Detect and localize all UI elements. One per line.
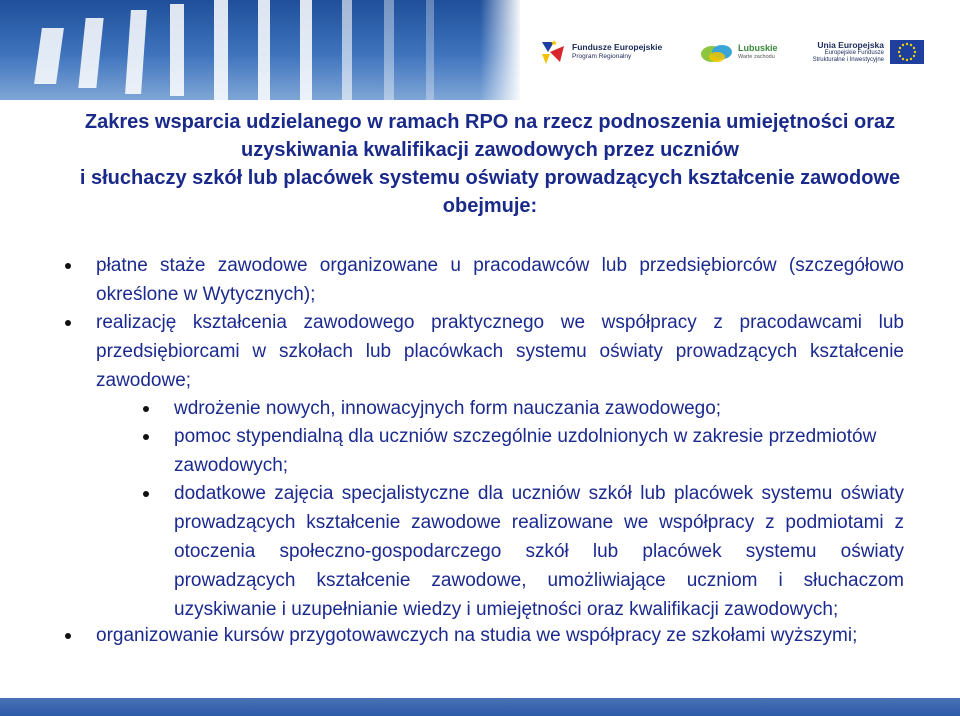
list-item [96,308,904,395]
heading-line: Zakres wsparcia udzielanego w ramach RPO na rzecz podnoszenia umiejętności oraz [84,111,896,133]
fe-star-icon [540,38,566,66]
bullet-icon [143,491,149,497]
flag-stripe [342,0,352,100]
slide-heading [70,108,910,220]
lubuskie-subtitle: Warte zachodu [738,54,775,60]
flag-stripe [258,0,270,100]
bullet-icon [65,320,71,326]
bullet-icon [65,263,71,269]
list-item-line: określone w Wytycznych); [96,284,316,305]
list-item-line: przedsiębiorcami w szkołach lub placówkach systemu oświaty prowadzących kształcenie [96,341,904,362]
lubuskie-mark-icon [700,42,734,64]
heading-line: uzyskiwania kwalifikacji zawodowych przez uczniów [241,139,739,161]
list-item-line: organizowanie kursów przygotowawczych na studia we współpracy ze szkołami wyższymi; [96,625,858,646]
list-item-line: otoczenia społeczno-gospodarczego szkół lub placówek systemu oświaty [174,541,904,562]
list-item [174,479,904,624]
list-item-line: zawodowe; [96,370,192,391]
list-item [96,251,904,309]
list-item-line: dodatkowe zajęcia specjalistyczne dla uczniów szkół lub placówek systemu oświaty [174,483,904,504]
unia-europejska-logo [812,40,924,64]
list-item [174,422,904,480]
bullet-icon [143,434,149,440]
list-item-line: zawodowych; [174,455,289,476]
list-item-line: uzyskiwanie i uzupełnianie wiedzy i umiejętności oraz kwalifikacji zawodowych; [174,599,839,620]
lubuskie-title: Lubuskie [738,43,778,53]
flag-stripe [78,18,103,88]
flag-stripe [426,0,434,100]
list-item-line: prowadzących kształcenie zawodowe realizowane we współpracy z podmiotami z [174,512,904,533]
bullet-icon [143,406,149,412]
flag-stripe [125,10,147,94]
lubuskie-logo [700,42,778,64]
footer-band [0,698,960,716]
fe-title: Fundusze Europejskie [572,42,663,52]
eu-flag-icon [890,40,924,64]
list-item [174,394,904,423]
heading-line: i słuchaczy szkół lub placówek systemu oświaty prowadzących kształcenie zawodowe [79,167,901,189]
fe-subtitle: Program Regionalny [572,53,632,60]
flag-stripe [170,4,184,96]
list-item-line: wdrożenie nowych, innowacyjnych form nauczania zawodowego; [174,398,722,419]
list-item-line: prowadzących kształcenie zawodowe, umożliwiające uczniom i słuchaczom [174,570,904,591]
list-item [96,621,904,650]
ue-subtitle: Europejskie Fundusze Strukturalne i Inwestycyjne [812,49,884,63]
ue-title: Unia Europejska [817,39,884,50]
flag-stripe [384,0,394,100]
list-item-line: pomoc stypendialną dla uczniów szczególnie uzdolnionych w zakresie przedmiotów [174,426,877,447]
list-item-line: płatne staże zawodowe organizowane u pracodawców lub przedsiębiorców (szczegółowo [96,255,904,276]
list-item-line: realizację kształcenia zawodowego praktycznego we współpracy z pracodawcami lub [96,312,904,333]
flag-stripe [300,0,312,100]
header-band [0,0,960,100]
flag-stripe [214,0,228,100]
heading-line: obejmuje: [442,195,538,217]
bullet-icon [65,633,71,639]
fundusze-europejskie-logo [540,38,662,66]
flag-stripe [34,28,64,84]
